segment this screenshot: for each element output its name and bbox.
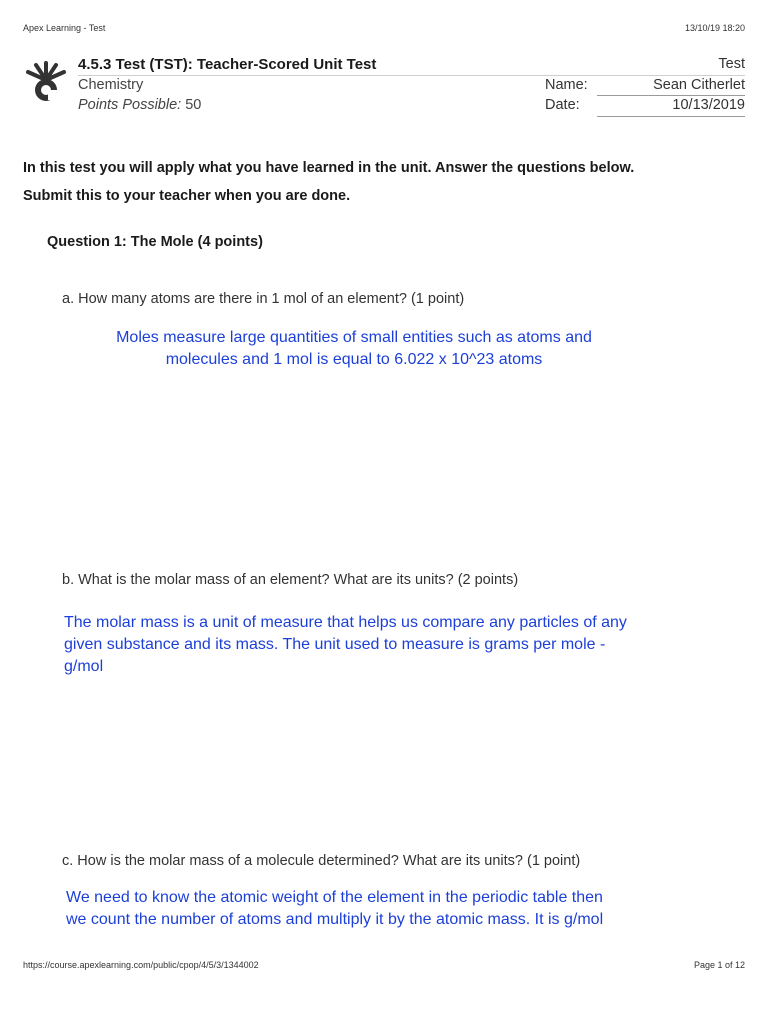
intro-line-2: Submit this to your teacher when you are done.: [23, 188, 351, 204]
name-value: Sean Citherlet: [653, 77, 745, 93]
points-value: 50: [185, 97, 202, 113]
answer-a: [74, 327, 634, 371]
test-type: Test: [718, 56, 745, 72]
answer-b-line: given substance and its mass. The unit used to measure is grams per mole -: [64, 636, 606, 653]
date-underline: [597, 116, 745, 117]
header-divider: [78, 75, 745, 76]
answer-c: [66, 887, 603, 931]
apex-learning-logo-icon: [22, 58, 70, 106]
print-header-timestamp: 13/10/19 18:20: [684, 23, 745, 33]
answer-b-line: g/mol: [64, 658, 104, 675]
name-underline: [597, 95, 745, 96]
question-a: a. How many atoms are there in 1 mol of an element? (1 point): [62, 291, 465, 307]
page-number: Page 1 of 12: [693, 960, 745, 970]
points-possible: [78, 97, 201, 113]
answer-a-line: Moles measure large quantities of small entities such as atoms and: [116, 329, 592, 346]
points-label: Points Possible:: [78, 97, 182, 113]
question-c: c. How is the molar mass of a molecule determined? What are its units? (1 point): [62, 853, 581, 869]
question-heading: Question 1: The Mole (4 points): [47, 234, 263, 250]
answer-c-line: we count the number of atoms and multiply it by the atomic mass. It is g/mol: [66, 911, 604, 928]
print-header-title: Apex Learning - Test: [23, 23, 106, 33]
answer-b-line: The molar mass is a unit of measure that helps us compare any particles of any: [64, 614, 627, 631]
date-value: 10/13/2019: [672, 97, 745, 113]
answer-b: [64, 612, 627, 678]
date-label: Date:: [545, 97, 580, 113]
test-title: 4.5.3 Test (TST): Teacher-Scored Unit Test: [78, 56, 377, 73]
name-label: Name:: [545, 77, 588, 93]
answer-c-line: We need to know the atomic weight of the element in the periodic table then: [66, 889, 603, 906]
question-b: b. What is the molar mass of an element? What are its units? (2 points): [62, 572, 519, 588]
footer-url: https://course.apexlearning.com/public/cpop/4/5/3/1344002: [23, 960, 259, 970]
intro-line-1: In this test you will apply what you have learned in the unit. Answer the questions below.: [23, 160, 635, 176]
answer-a-line: molecules and 1 mol is equal to 6.022 x 10^23 atoms: [165, 351, 543, 368]
subject: Chemistry: [78, 77, 144, 93]
